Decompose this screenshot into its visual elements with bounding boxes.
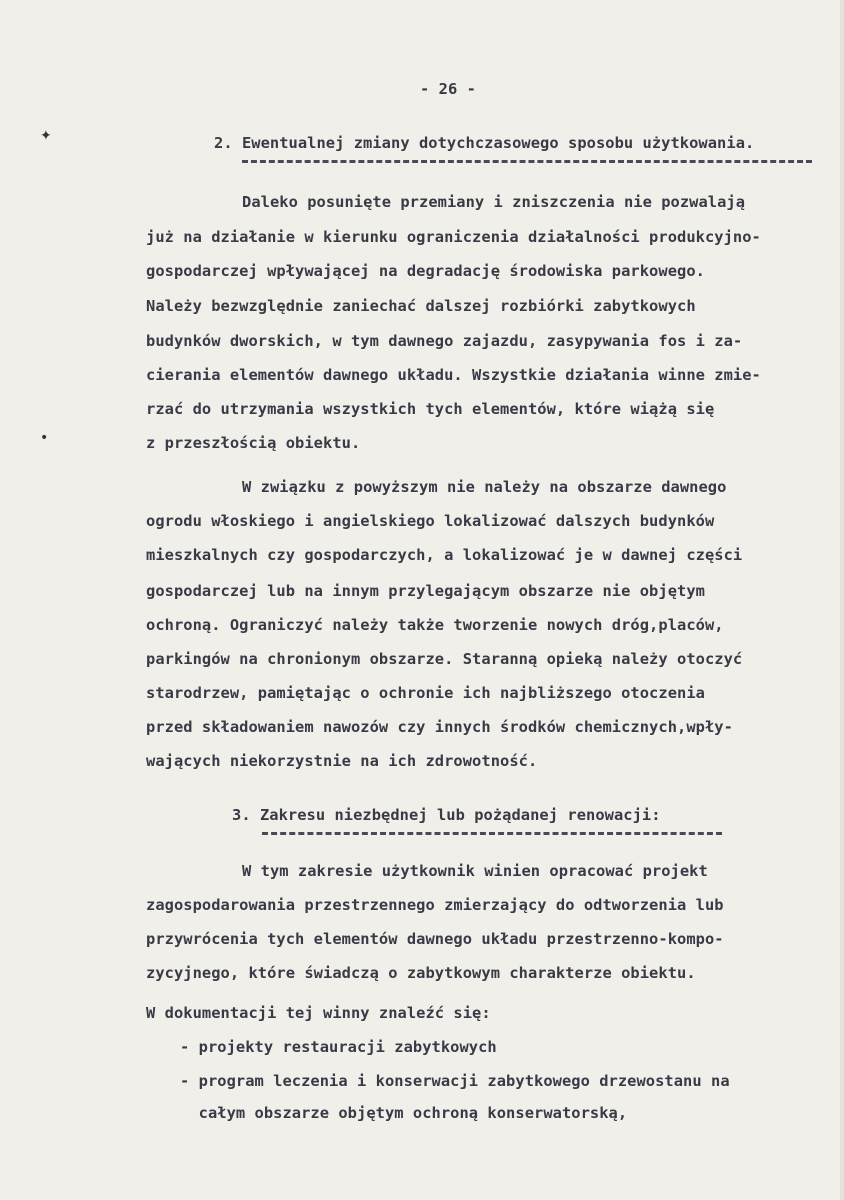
body-line: Daleko posunięte przemiany i zniszczenia nie pozwalają — [242, 193, 746, 211]
page-number: - 26 - — [420, 80, 476, 98]
margin-mark: ✦ — [40, 128, 52, 144]
list-item: - program leczenia i konserwacji zabytkowego drzewostanu na — [180, 1072, 730, 1090]
body-line: z przeszłością obiektu. — [146, 434, 361, 452]
body-line: ochroną. Ograniczyć należy także tworzenie nowych dróg,placów, — [146, 616, 724, 634]
body-line: rzać do utrzymania wszystkich tych elementów, które wiążą się — [146, 400, 715, 418]
body-line: zagospodarowania przestrzennego zmierzający do odtworzenia lub — [146, 896, 724, 914]
body-line: już na działanie w kierunku ograniczenia działalności produkcyjno- — [146, 228, 761, 246]
list-item: całym obszarze objętym ochroną konserwatorską, — [180, 1104, 628, 1122]
body-line: gospodarczej wpływającej na degradację środowiska parkowego. — [146, 262, 705, 280]
body-line: budynków dworskich, w tym dawnego zajazdu, zasypywania fos i za- — [146, 332, 743, 350]
body-line: wających niekorzystnie na ich zdrowotność. — [146, 752, 538, 770]
margin-mark: • — [40, 430, 49, 446]
body-line: Należy bezwzględnie zaniechać dalszej rozbiórki zabytkowych — [146, 297, 696, 315]
body-line: przywrócenia tych elementów dawnego układu przestrzenno-kompo- — [146, 930, 724, 948]
body-line: W związku z powyższym nie należy na obszarze dawnego — [242, 478, 727, 496]
body-line: mieszkalnych czy gospodarczych, a lokalizować je w dawnej części — [146, 546, 743, 564]
body-line: W tym zakresie użytkownik winien opracować projekt — [242, 862, 708, 880]
body-line: zycyjnego, które świadczą o zabytkowym charakterze obiektu. — [146, 964, 696, 982]
body-line: cierania elementów dawnego układu. Wszystkie działania winne zmie- — [146, 366, 761, 384]
list-item: - projekty restauracji zabytkowych — [180, 1038, 497, 1056]
body-line: ogrodu włoskiego i angielskiego lokalizować dalszych budynków — [146, 512, 715, 530]
body-line: przed składowaniem nawozów czy innych środków chemicznych,wpły- — [146, 718, 733, 736]
section-heading: 3. Zakresu niezbędnej lub pożądanej renowacji: — [232, 806, 661, 824]
body-line: parkingów na chronionym obszarze. Staranną opieką należy otoczyć — [146, 650, 743, 668]
heading-underline — [242, 160, 812, 163]
body-line: starodrzew, pamiętając o ochronie ich najbliższego otoczenia — [146, 684, 705, 702]
heading-underline — [262, 832, 722, 835]
section-heading: 2. Ewentualnej zmiany dotychczasowego sposobu użytkowania. — [214, 134, 755, 152]
body-line: gospodarczej lub na innym przylegającym obszarze nie objętym — [146, 582, 705, 600]
list-intro: W dokumentacji tej winny znaleźć się: — [146, 1004, 491, 1022]
